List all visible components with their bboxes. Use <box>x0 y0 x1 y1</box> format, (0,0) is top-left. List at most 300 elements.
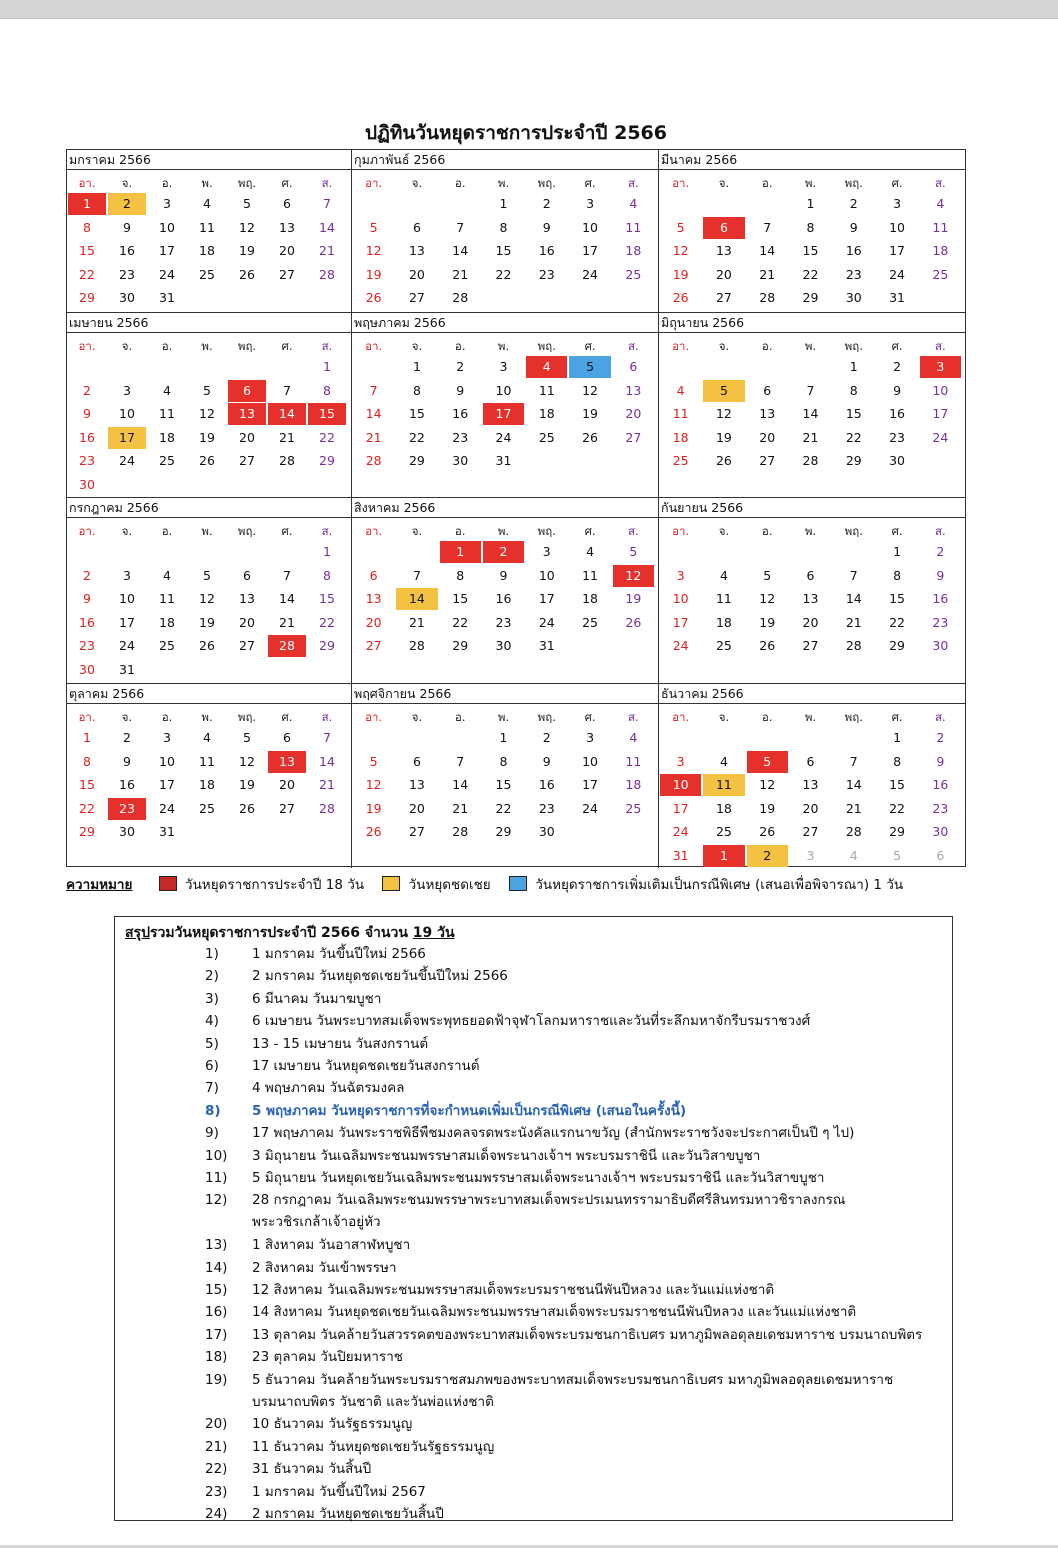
day-cell: 19 <box>239 243 255 258</box>
day-cell: 15 <box>889 777 906 792</box>
weekday-header: ศ. <box>281 339 293 353</box>
day-cell: 18 <box>199 243 215 258</box>
summary-item-line: 2 มกราคม วันหยุดชดเชยวันขึ้นปีใหม่ 2566 <box>252 968 508 985</box>
summary-item-line: 5 พฤษภาคม วันหยุดราชการที่จะกำหนดเพิ่มเป็นกรณีพิเศษ (เสนอในครั้งนี้) <box>252 1102 687 1119</box>
weekday-header: ส. <box>628 710 639 724</box>
summary-item-text <box>252 1122 942 1144</box>
month-block <box>67 497 351 683</box>
day-cell: 23 <box>79 638 95 653</box>
month-title: พฤศจิกายน 2566 <box>352 684 658 704</box>
day-cell: 17 <box>889 243 906 258</box>
day-cell: 21 <box>279 614 295 630</box>
day-cell: 24 <box>119 453 135 468</box>
summary-title <box>125 922 455 944</box>
day-cell: 19 <box>759 614 776 630</box>
day-cell: 30 <box>119 824 135 839</box>
day-cell: 6 <box>412 753 421 769</box>
day-cell: 2 <box>936 730 945 745</box>
weekday-header: จ. <box>718 524 730 538</box>
day-cell: 9 <box>123 753 131 769</box>
weekday-header: อา. <box>78 710 96 724</box>
day-cell: 22 <box>408 429 425 445</box>
day-cell: 1 <box>703 845 744 867</box>
day-cell: 22 <box>495 800 512 816</box>
summary-item-text <box>252 1145 942 1167</box>
day-cell: 5 <box>203 382 211 398</box>
day-cell: 4 <box>203 196 211 211</box>
day-cell: 15 <box>495 243 512 258</box>
day-cell: 10 <box>932 382 949 398</box>
weekday-header: จ. <box>411 524 423 538</box>
weekday-header: ศ. <box>584 176 596 190</box>
day-cell: 1 <box>68 193 106 215</box>
day-cell: 21 <box>319 777 335 792</box>
weekday-header: พฤ. <box>237 176 257 190</box>
month-block <box>351 312 658 497</box>
day-cell: 13 <box>239 591 255 606</box>
day-cell: 26 <box>759 824 776 839</box>
weekday-header: อา. <box>365 710 383 724</box>
summary-item-text <box>252 1234 942 1256</box>
month-title: เมษายน 2566 <box>67 313 351 333</box>
summary-item-line: 3 มิถุนายน วันเฉลิมพระชนมพรรษาสมเด็จพระนางเจ้าฯ พระบรมราชินี และวันวิสาขบูชา <box>252 1147 761 1164</box>
day-cell: 11 <box>715 591 732 606</box>
weekday-header: อา. <box>365 176 383 190</box>
day-cell: 8 <box>893 567 902 583</box>
day-cell: 26 <box>582 429 599 445</box>
day-cell: 6 <box>806 567 815 583</box>
day-cell: 11 <box>703 774 744 796</box>
day-cell: 13 <box>365 591 382 606</box>
day-cell: 28 <box>452 824 469 839</box>
day-cell: 24 <box>582 266 599 282</box>
day-cell: 4 <box>163 567 171 583</box>
day-cell: 12 <box>613 565 654 587</box>
day-cell: 16 <box>932 591 949 606</box>
weekday-header: อ. <box>761 524 773 538</box>
day-cell: 3 <box>893 196 902 211</box>
day-cell: 18 <box>932 243 949 258</box>
day-cell: 22 <box>845 429 862 445</box>
day-cell: 23 <box>119 266 135 282</box>
day-cell: 12 <box>715 406 732 421</box>
day-cell: 5 <box>763 567 772 583</box>
weekday-header: พฤ. <box>844 710 863 724</box>
day-cell: 20 <box>802 614 819 630</box>
day-cell: 19 <box>625 591 642 606</box>
weekday-header: ส. <box>628 176 639 190</box>
day-cell: 8 <box>412 382 421 398</box>
day-cell: 23 <box>889 429 906 445</box>
day-cell: 7 <box>763 219 772 235</box>
day-cell: 9 <box>542 753 551 769</box>
day-cell: 10 <box>672 591 689 606</box>
day-cell: 7 <box>456 219 465 235</box>
day-cell: 30 <box>119 290 135 305</box>
day-cell: 31 <box>538 638 555 653</box>
summary-item-line: 5 ธันวาคม วันคล้ายวันพระบรมราชสมภพของพระบาทสมเด็จพระบรมชนกาธิเบศร มหาภูมิพลอดุลยเดชมหาราช <box>252 1371 894 1388</box>
day-cell: 18 <box>582 591 599 606</box>
legend-yellow-swatch <box>382 876 400 891</box>
day-cell: 6 <box>369 567 378 583</box>
summary-item-line: 2 สิงหาคม วันเข้าพรรษา <box>252 1259 397 1276</box>
weekday-header: พ. <box>201 176 213 190</box>
day-cell: 11 <box>199 219 215 235</box>
day-cell: 13 <box>715 243 732 258</box>
day-cell: 22 <box>79 800 95 816</box>
day-cell: 15 <box>308 403 346 425</box>
day-cell: 9 <box>83 406 91 421</box>
weekday-header: ส. <box>321 524 333 538</box>
day-cell: 10 <box>119 591 135 606</box>
day-cell: 17 <box>932 406 949 421</box>
day-cell: 13 <box>802 777 819 792</box>
day-cell: 25 <box>625 800 642 816</box>
day-cell: 27 <box>408 290 425 305</box>
weekday-header: อ. <box>454 176 466 190</box>
day-cell: 1 <box>806 196 815 211</box>
day-cell: 18 <box>672 429 689 445</box>
day-cell: 20 <box>239 429 255 445</box>
day-cell: 4 <box>629 730 638 745</box>
day-cell: 4 <box>719 567 728 583</box>
day-cell: 21 <box>759 266 776 282</box>
day-cell: 4 <box>936 196 945 211</box>
weekday-header: อา. <box>672 339 690 353</box>
weekday-header: ส. <box>321 710 333 724</box>
day-cell: 3 <box>499 359 508 374</box>
day-cell: 9 <box>893 382 902 398</box>
summary-item-line: 28 กรกฎาคม วันเฉลิมพระชนมพรรษาพระบาทสมเด็จพระปรเมนทรรามาธิบดีศรีสินทรมหาวชิราลงกรณ <box>252 1192 846 1209</box>
summary-item-number: 22) <box>205 1461 228 1478</box>
weekday-header: จ. <box>411 710 423 724</box>
day-cell: 11 <box>582 567 599 583</box>
day-cell: 15 <box>79 243 95 258</box>
day-cell: 20 <box>279 777 295 792</box>
day-cell: 28 <box>279 453 295 468</box>
day-cell: 13 <box>625 382 642 398</box>
day-cell: 15 <box>495 777 512 792</box>
day-cell: 10 <box>582 219 599 235</box>
day-cell: 20 <box>279 243 295 258</box>
weekday-header: อ. <box>454 339 466 353</box>
day-cell: 26 <box>715 453 732 468</box>
day-cell: 14 <box>365 406 382 421</box>
month-title: กันยายน 2566 <box>659 498 965 518</box>
day-cell: 31 <box>119 661 135 677</box>
day-cell: 10 <box>495 382 512 398</box>
day-cell: 14 <box>396 588 437 610</box>
day-cell: 16 <box>495 591 512 606</box>
day-cell: 18 <box>625 777 642 792</box>
day-cell: 13 <box>268 751 306 773</box>
day-cell: 26 <box>759 638 776 653</box>
day-cell: 9 <box>936 753 945 769</box>
weekday-header: ศ. <box>281 176 293 190</box>
day-cell: 1 <box>499 196 508 211</box>
day-cell: 1 <box>893 544 902 559</box>
day-cell: 6 <box>763 382 772 398</box>
day-cell: 3 <box>586 730 595 745</box>
day-cell: 10 <box>119 406 135 421</box>
day-cell: 8 <box>323 382 331 398</box>
summary-item-text <box>252 1189 942 1233</box>
summary-item-text <box>252 1436 942 1458</box>
weekday-header: อ. <box>454 524 466 538</box>
day-cell: 7 <box>806 382 815 398</box>
day-cell: 12 <box>672 243 689 258</box>
day-cell: 3 <box>676 567 685 583</box>
day-cell: 7 <box>283 382 291 398</box>
day-cell: 29 <box>79 290 95 305</box>
month-block <box>658 683 965 868</box>
day-cell: 26 <box>672 290 689 305</box>
day-cell: 30 <box>932 824 949 839</box>
day-cell: 25 <box>715 824 732 839</box>
day-cell: 21 <box>365 429 382 445</box>
summary-item-line: 1 มกราคม วันขึ้นปีใหม่ 2567 <box>252 1483 426 1500</box>
summary-item-number: 7) <box>205 1080 219 1097</box>
day-cell: 5 <box>243 730 251 745</box>
day-cell: 3 <box>542 544 551 559</box>
day-cell: 5 <box>203 567 211 583</box>
day-cell: 29 <box>319 453 335 468</box>
summary-item-line: 10 ธันวาคม วันรัฐธรรมนูญ <box>252 1416 413 1433</box>
day-cell: 17 <box>538 591 555 606</box>
summary-item-text <box>252 1010 942 1032</box>
day-cell: 27 <box>239 638 255 653</box>
day-cell: 5 <box>893 847 902 863</box>
weekday-header: พ. <box>497 176 510 190</box>
day-cell: 16 <box>79 614 95 630</box>
day-cell: 15 <box>802 243 819 258</box>
summary-item-number: 10) <box>205 1147 228 1164</box>
summary-item-number: 3) <box>205 990 219 1007</box>
day-cell: 16 <box>845 243 862 258</box>
day-cell: 2 <box>893 359 902 374</box>
weekday-header: อา. <box>78 339 96 353</box>
summary-item-line: 6 มีนาคม วันมาฆบูชา <box>252 990 382 1007</box>
day-cell: 16 <box>538 777 555 792</box>
day-cell: 23 <box>108 798 146 820</box>
day-cell: 19 <box>715 429 732 445</box>
day-cell: 28 <box>319 800 335 816</box>
day-cell: 19 <box>199 614 215 630</box>
day-cell: 20 <box>408 800 425 816</box>
month-title: สิงหาคม 2566 <box>352 498 658 518</box>
day-cell: 27 <box>279 800 295 816</box>
day-cell: 13 <box>408 243 425 258</box>
day-cell: 14 <box>452 777 469 792</box>
weekday-header: ศ. <box>584 524 596 538</box>
legend-yellow-label: วันหยุดชดเชย <box>408 877 491 893</box>
day-cell: 15 <box>319 591 335 606</box>
day-cell: 1 <box>83 730 91 745</box>
day-cell: 20 <box>759 429 776 445</box>
day-cell: 7 <box>323 730 331 745</box>
summary-item-number: 6) <box>205 1058 219 1074</box>
day-cell: 9 <box>123 219 131 235</box>
summary-item-number: 21) <box>205 1438 228 1455</box>
day-cell: 17 <box>582 777 599 792</box>
day-cell: 4 <box>586 544 595 559</box>
weekday-header: อ. <box>761 176 773 190</box>
month-block <box>67 312 351 497</box>
day-cell: 18 <box>715 614 732 630</box>
day-cell: 25 <box>625 266 642 282</box>
month-block <box>67 683 351 868</box>
weekday-header: จ. <box>718 710 730 724</box>
day-cell: 28 <box>759 290 776 305</box>
weekday-header: ส. <box>935 339 946 353</box>
day-cell: 21 <box>452 800 469 816</box>
weekday-header: จ. <box>121 339 133 353</box>
day-cell: 26 <box>199 638 215 653</box>
day-cell: 20 <box>408 266 425 282</box>
day-cell: 15 <box>408 406 425 421</box>
month-title: ธันวาคม 2566 <box>659 684 965 704</box>
day-cell: 19 <box>365 800 382 816</box>
day-cell: 6 <box>243 567 251 583</box>
day-cell: 28 <box>319 266 335 282</box>
weekday-header: จ. <box>121 176 133 190</box>
day-cell: 25 <box>159 638 175 653</box>
day-cell: 10 <box>538 567 555 583</box>
day-cell: 21 <box>802 429 819 445</box>
weekday-header: พฤ. <box>537 176 556 190</box>
day-cell: 3 <box>806 847 815 863</box>
calendar-grid <box>66 149 966 867</box>
day-cell: 7 <box>323 196 331 211</box>
day-cell: 10 <box>159 753 175 769</box>
day-cell: 9 <box>936 567 945 583</box>
summary-item-number: 8) <box>205 1102 221 1119</box>
summary-item-text <box>252 965 942 987</box>
day-cell: 18 <box>159 429 175 445</box>
summary-item-text <box>252 1369 942 1413</box>
day-cell: 8 <box>456 567 465 583</box>
day-cell: 18 <box>199 777 215 792</box>
summary-item-text <box>252 1033 942 1055</box>
day-cell: 4 <box>526 356 567 378</box>
weekday-header: พฤ. <box>537 339 556 353</box>
day-cell: 26 <box>365 290 382 305</box>
weekday-header: อา. <box>672 710 690 724</box>
weekday-header: ส. <box>935 176 946 190</box>
day-cell: 31 <box>495 453 512 468</box>
weekday-header: พ. <box>201 339 213 353</box>
weekday-header: อ. <box>761 339 773 353</box>
day-cell: 20 <box>365 614 382 630</box>
summary-item-number: 4) <box>205 1013 219 1030</box>
day-cell: 29 <box>802 290 819 305</box>
weekday-header: พ. <box>804 176 817 190</box>
day-cell: 16 <box>932 777 949 792</box>
day-cell: 27 <box>802 638 819 653</box>
day-cell: 11 <box>538 382 555 398</box>
day-cell: 21 <box>319 243 335 258</box>
day-cell: 3 <box>163 196 171 211</box>
day-cell: 12 <box>365 243 382 258</box>
day-cell: 11 <box>672 406 689 421</box>
legend <box>66 873 1026 895</box>
month-block <box>351 150 658 312</box>
weekday-header: พ. <box>201 524 213 538</box>
weekday-header: ส. <box>935 710 946 724</box>
day-cell: 30 <box>538 824 555 839</box>
day-cell: 2 <box>83 382 91 398</box>
day-cell: 3 <box>676 753 685 769</box>
summary-item-text <box>252 1257 942 1279</box>
day-cell: 6 <box>936 847 945 863</box>
day-cell: 28 <box>268 635 306 657</box>
day-cell: 19 <box>672 266 689 282</box>
day-cell: 8 <box>499 219 508 235</box>
day-cell: 14 <box>279 591 295 606</box>
day-cell: 14 <box>319 753 335 769</box>
day-cell: 12 <box>759 591 776 606</box>
weekday-header: ศ. <box>584 339 596 353</box>
day-cell: 6 <box>283 730 291 745</box>
day-cell: 26 <box>239 266 255 282</box>
day-cell: 25 <box>932 266 949 282</box>
day-cell: 12 <box>239 753 255 769</box>
day-cell: 18 <box>538 406 555 421</box>
day-cell: 3 <box>163 730 171 745</box>
day-cell: 30 <box>79 476 95 492</box>
day-cell: 29 <box>889 638 906 653</box>
summary-item-line: 6 เมษายน วันพระบาทสมเด็จพระพุทธยอดฟ้าจุฬาโลกมหาราชและวันที่ระลึกมหาจักรีบรมราชวงศ์ <box>252 1013 811 1030</box>
weekday-header: อ. <box>761 710 773 724</box>
summary-item-text <box>252 1055 942 1077</box>
summary-item-text <box>252 1167 942 1189</box>
day-cell: 6 <box>703 217 744 239</box>
day-cell: 27 <box>625 429 642 445</box>
day-cell: 28 <box>408 638 425 653</box>
month-block <box>351 497 658 683</box>
weekday-header: ศ. <box>891 176 903 190</box>
day-cell: 13 <box>279 219 295 235</box>
day-cell: 16 <box>452 406 469 421</box>
weekday-header: พฤ. <box>237 339 257 353</box>
day-cell: 22 <box>79 266 95 282</box>
summary-item-line: 2 มกราคม วันหยุดชดเชยวันสิ้นปี <box>252 1506 444 1522</box>
day-cell: 24 <box>159 800 175 816</box>
day-cell: 21 <box>408 614 425 630</box>
day-cell: 8 <box>806 219 815 235</box>
day-cell: 23 <box>932 614 949 630</box>
day-cell: 21 <box>845 800 862 816</box>
day-cell: 31 <box>889 290 906 305</box>
day-cell: 10 <box>582 753 599 769</box>
day-cell: 17 <box>672 800 689 816</box>
day-cell: 21 <box>279 429 295 445</box>
day-cell: 29 <box>845 453 862 468</box>
summary-item-text <box>252 1346 942 1368</box>
day-cell: 9 <box>499 567 508 583</box>
month-title: มกราคม 2566 <box>67 150 351 170</box>
weekday-header: ส. <box>321 339 333 353</box>
day-cell: 27 <box>365 638 382 653</box>
day-cell: 1 <box>412 359 421 374</box>
day-cell: 2 <box>849 196 858 211</box>
summary-item-number: 16) <box>205 1304 228 1321</box>
day-cell: 16 <box>79 429 95 445</box>
day-cell: 22 <box>452 614 469 630</box>
summary-item-number: 13) <box>205 1237 228 1254</box>
day-cell: 5 <box>747 751 788 773</box>
day-cell: 25 <box>159 453 175 468</box>
